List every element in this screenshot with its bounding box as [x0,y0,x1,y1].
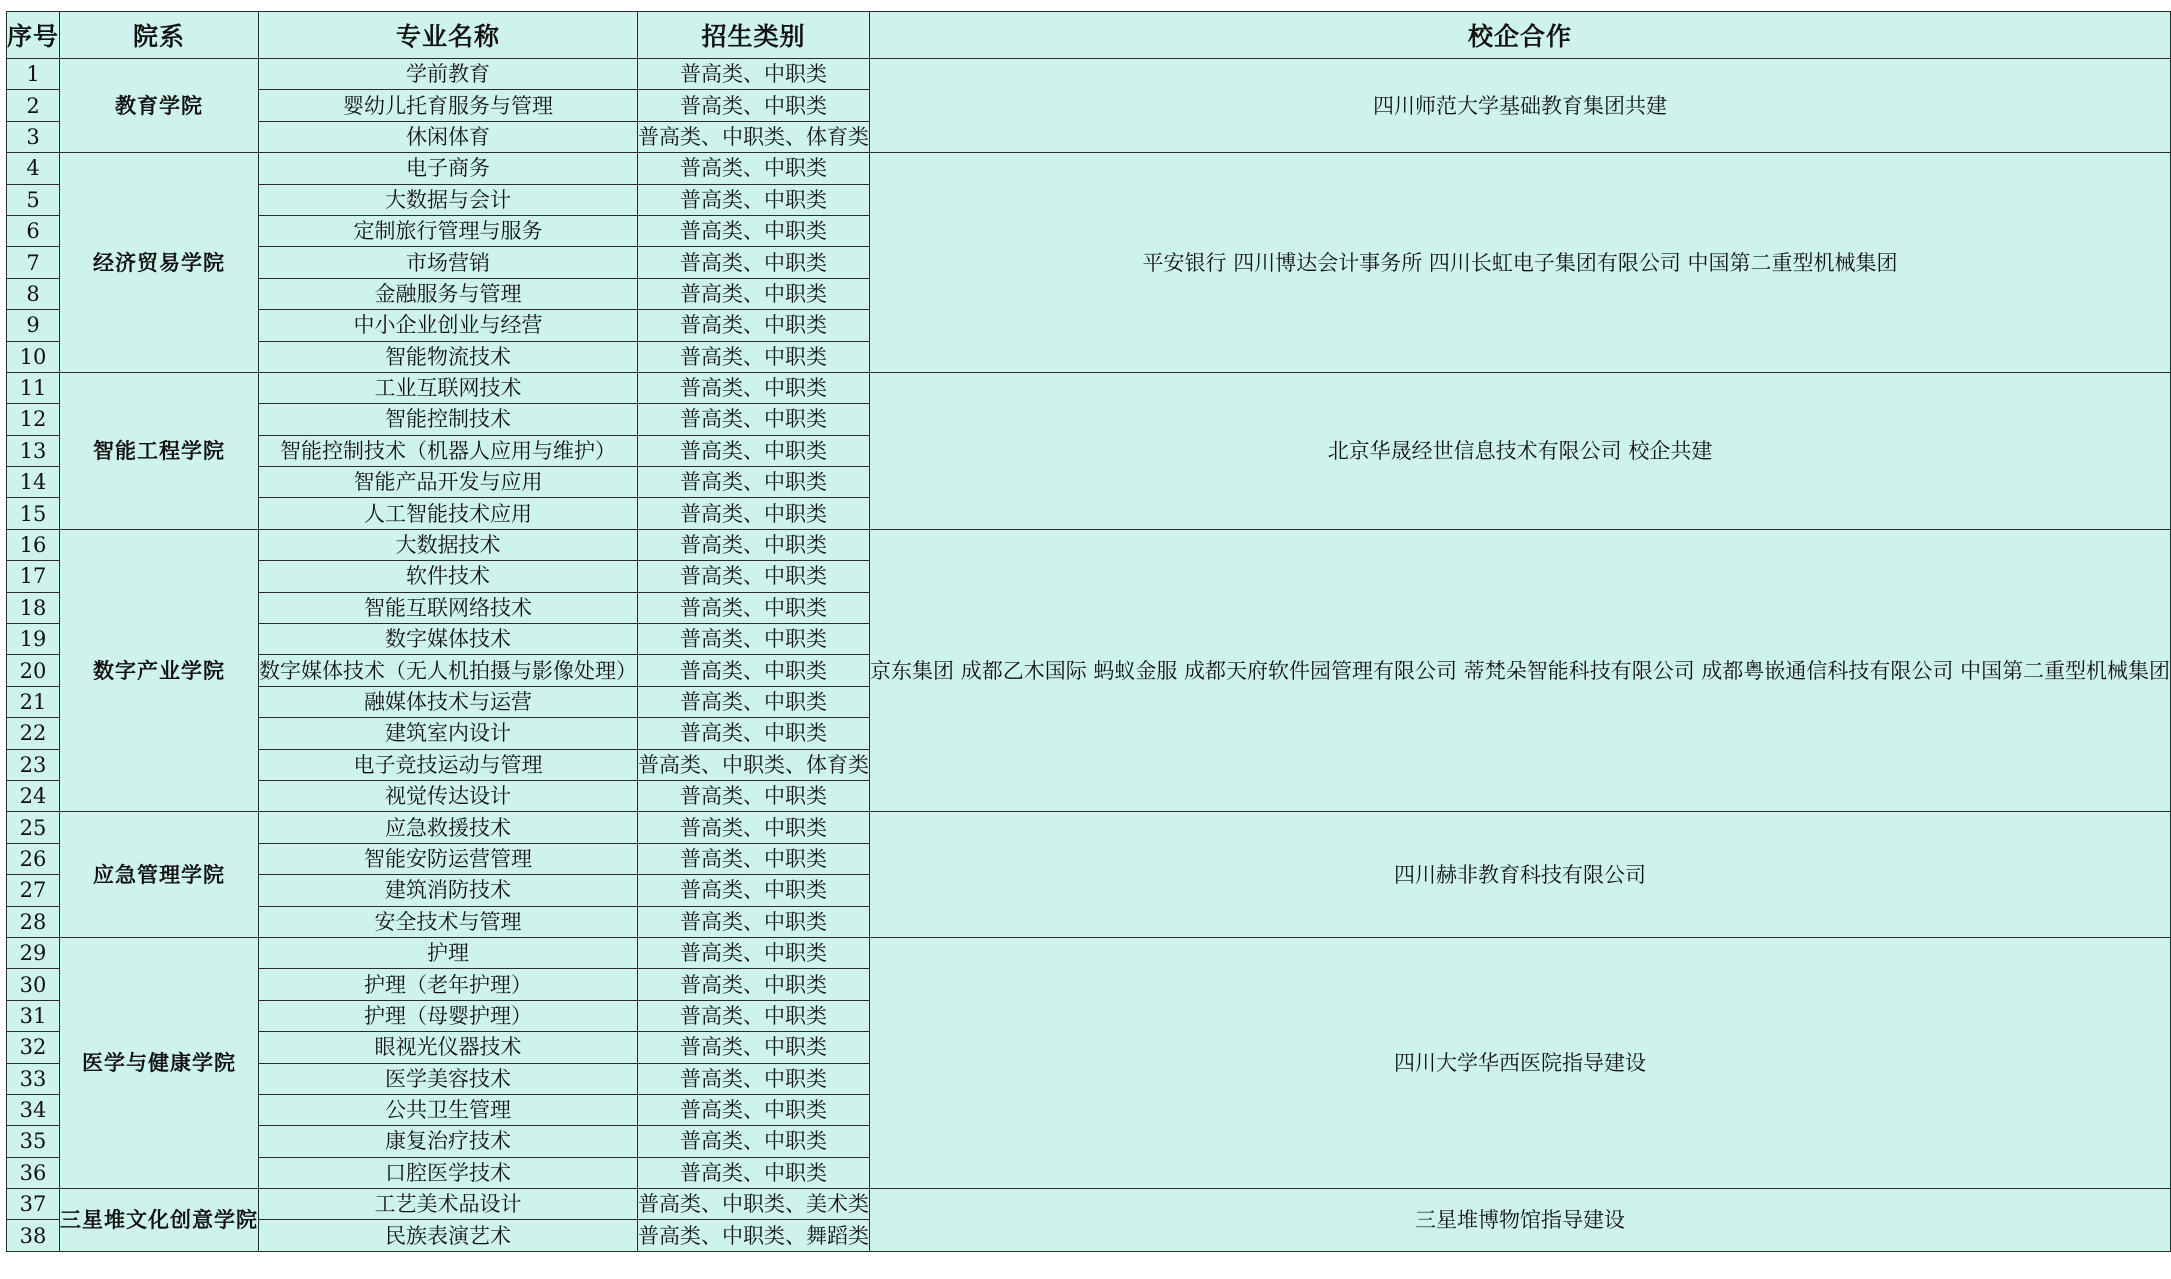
major-name-cell: 大数据与会计 [259,184,638,215]
row-index: 27 [7,875,60,906]
partnership-cell: 四川师范大学基础教育集团共建 [870,59,2171,153]
enrollment-category-cell: 普高类、中职类 [638,498,870,529]
major-name-cell: 婴幼儿托育服务与管理 [259,90,638,121]
enrollment-category-cell: 普高类、中职类 [638,90,870,121]
enrollment-category-cell: 普高类、中职类 [638,1032,870,1063]
row-index: 35 [7,1126,60,1157]
major-name-cell: 安全技术与管理 [259,906,638,937]
department-cell: 三星堆文化创意学院 [60,1189,259,1252]
major-name-cell: 智能控制技术 [259,404,638,435]
major-name-cell: 人工智能技术应用 [259,498,638,529]
major-name-cell: 中小企业创业与经营 [259,310,638,341]
major-name-cell: 康复治疗技术 [259,1126,638,1157]
enrollment-category-cell: 普高类、中职类 [638,686,870,717]
enrollment-category-cell: 普高类、中职类 [638,780,870,811]
row-index: 28 [7,906,60,937]
row-index: 13 [7,435,60,466]
major-name-cell: 数字媒体技术（无人机拍摄与影像处理） [259,655,638,686]
row-index: 26 [7,843,60,874]
enrollment-category-cell: 普高类、中职类 [638,184,870,215]
partnership-cell: 平安银行 四川博达会计事务所 四川长虹电子集团有限公司 中国第二重型机械集团 [870,153,2171,373]
major-name-cell: 工业互联网技术 [259,372,638,403]
row-index: 15 [7,498,60,529]
major-name-cell: 智能安防运营管理 [259,843,638,874]
major-name-cell: 软件技术 [259,561,638,592]
major-name-cell: 智能物流技术 [259,341,638,372]
table-row [7,59,2171,90]
department-cell: 教育学院 [60,59,259,153]
enrollment-category-cell: 普高类、中职类 [638,278,870,309]
table-row [7,937,2171,968]
header-partnership: 校企合作 [870,12,2171,59]
row-index: 5 [7,184,60,215]
enrollment-category-cell: 普高类、中职类 [638,718,870,749]
major-name-cell: 护理（老年护理） [259,969,638,1000]
major-name-cell: 民族表演艺术 [259,1220,638,1251]
enrollment-category-cell: 普高类、中职类 [638,372,870,403]
row-index: 29 [7,937,60,968]
major-name-cell: 智能互联网络技术 [259,592,638,623]
row-index: 19 [7,624,60,655]
partnership-cell: 北京华晟经世信息技术有限公司 校企共建 [870,372,2171,529]
department-cell: 智能工程学院 [60,372,259,529]
major-name-cell: 公共卫生管理 [259,1094,638,1125]
row-index: 1 [7,59,60,90]
partnership-cell: 京东集团 成都乙木国际 蚂蚁金服 成都天府软件园管理有限公司 蒂梵朵智能科技有限公司 成都粤嵌通信科技有限公司 中国第二重型机械集团 [870,529,2171,812]
row-index: 11 [7,372,60,403]
table-row [7,529,2171,560]
row-index: 14 [7,467,60,498]
enrollment-category-cell: 普高类、中职类 [638,812,870,843]
enrollment-category-cell: 普高类、中职类、体育类 [638,749,870,780]
major-name-cell: 市场营销 [259,247,638,278]
enrollment-category-cell: 普高类、中职类 [638,215,870,246]
major-name-cell: 建筑室内设计 [259,718,638,749]
enrollment-category-cell: 普高类、中职类 [638,1157,870,1188]
table-header [7,12,2171,59]
header-major-name: 专业名称 [259,12,638,59]
table-row [7,372,2171,403]
row-index: 20 [7,655,60,686]
major-name-cell: 眼视光仪器技术 [259,1032,638,1063]
header-row [7,12,2171,59]
major-name-cell: 电子商务 [259,153,638,184]
enrollment-category-cell: 普高类、中职类 [638,153,870,184]
enrollment-category-cell: 普高类、中职类 [638,875,870,906]
table-body [7,59,2171,1252]
major-name-cell: 定制旅行管理与服务 [259,215,638,246]
department-cell: 应急管理学院 [60,812,259,938]
major-name-cell: 应急救援技术 [259,812,638,843]
major-name-cell: 建筑消防技术 [259,875,638,906]
enrollment-category-cell: 普高类、中职类 [638,1094,870,1125]
table-row [7,812,2171,843]
enrollment-category-cell: 普高类、中职类、体育类 [638,121,870,152]
enrollment-category-cell: 普高类、中职类 [638,624,870,655]
enrollment-category-cell: 普高类、中职类 [638,247,870,278]
major-name-cell: 大数据技术 [259,529,638,560]
enrollment-category-cell: 普高类、中职类 [638,969,870,1000]
major-name-cell: 护理 [259,937,638,968]
department-cell: 经济贸易学院 [60,153,259,373]
enrollment-category-cell: 普高类、中职类 [638,529,870,560]
enrollment-category-cell: 普高类、中职类、舞蹈类 [638,1220,870,1251]
enrollment-category-cell: 普高类、中职类 [638,467,870,498]
table-row [7,1189,2171,1220]
major-name-cell: 工艺美术品设计 [259,1189,638,1220]
enrollment-category-cell: 普高类、中职类 [638,435,870,466]
enrollment-category-cell: 普高类、中职类 [638,310,870,341]
header-department: 院系 [60,12,259,59]
row-index: 34 [7,1094,60,1125]
row-index: 4 [7,153,60,184]
enrollment-category-cell: 普高类、中职类 [638,341,870,372]
enrollment-category-cell: 普高类、中职类 [638,1063,870,1094]
row-index: 24 [7,780,60,811]
partnership-cell: 四川赫非教育科技有限公司 [870,812,2171,938]
major-name-cell: 护理（母婴护理） [259,1000,638,1031]
major-name-cell: 金融服务与管理 [259,278,638,309]
enrollment-category-cell: 普高类、中职类 [638,592,870,623]
major-name-cell: 视觉传达设计 [259,780,638,811]
row-index: 38 [7,1220,60,1251]
header-enrollment-category: 招生类别 [638,12,870,59]
major-name-cell: 医学美容技术 [259,1063,638,1094]
row-index: 12 [7,404,60,435]
row-index: 9 [7,310,60,341]
row-index: 18 [7,592,60,623]
table-row [7,153,2171,184]
header-index: 序号 [7,12,60,59]
enrollment-category-cell: 普高类、中职类、美术类 [638,1189,870,1220]
enrollment-category-cell: 普高类、中职类 [638,1000,870,1031]
department-cell: 医学与健康学院 [60,937,259,1188]
row-index: 25 [7,812,60,843]
enrollment-category-cell: 普高类、中职类 [638,937,870,968]
enrollment-table [6,11,2171,1252]
enrollment-category-cell: 普高类、中职类 [638,59,870,90]
enrollment-category-cell: 普高类、中职类 [638,843,870,874]
row-index: 30 [7,969,60,1000]
enrollment-category-cell: 普高类、中职类 [638,404,870,435]
row-index: 32 [7,1032,60,1063]
partnership-cell: 四川大学华西医院指导建设 [870,937,2171,1188]
major-name-cell: 口腔医学技术 [259,1157,638,1188]
major-name-cell: 电子竞技运动与管理 [259,749,638,780]
row-index: 6 [7,215,60,246]
row-index: 36 [7,1157,60,1188]
row-index: 17 [7,561,60,592]
partnership-cell: 三星堆博物馆指导建设 [870,1189,2171,1252]
major-name-cell: 智能产品开发与应用 [259,467,638,498]
major-name-cell: 智能控制技术（机器人应用与维护） [259,435,638,466]
row-index: 7 [7,247,60,278]
row-index: 21 [7,686,60,717]
row-index: 31 [7,1000,60,1031]
major-name-cell: 数字媒体技术 [259,624,638,655]
major-name-cell: 融媒体技术与运营 [259,686,638,717]
enrollment-category-cell: 普高类、中职类 [638,906,870,937]
row-index: 2 [7,90,60,121]
enrollment-category-cell: 普高类、中职类 [638,655,870,686]
row-index: 23 [7,749,60,780]
enrollment-category-cell: 普高类、中职类 [638,561,870,592]
row-index: 33 [7,1063,60,1094]
major-name-cell: 学前教育 [259,59,638,90]
enrollment-category-cell: 普高类、中职类 [638,1126,870,1157]
row-index: 22 [7,718,60,749]
row-index: 3 [7,121,60,152]
row-index: 8 [7,278,60,309]
major-name-cell: 休闲体育 [259,121,638,152]
row-index: 10 [7,341,60,372]
department-cell: 数字产业学院 [60,529,259,812]
row-index: 37 [7,1189,60,1220]
row-index: 16 [7,529,60,560]
